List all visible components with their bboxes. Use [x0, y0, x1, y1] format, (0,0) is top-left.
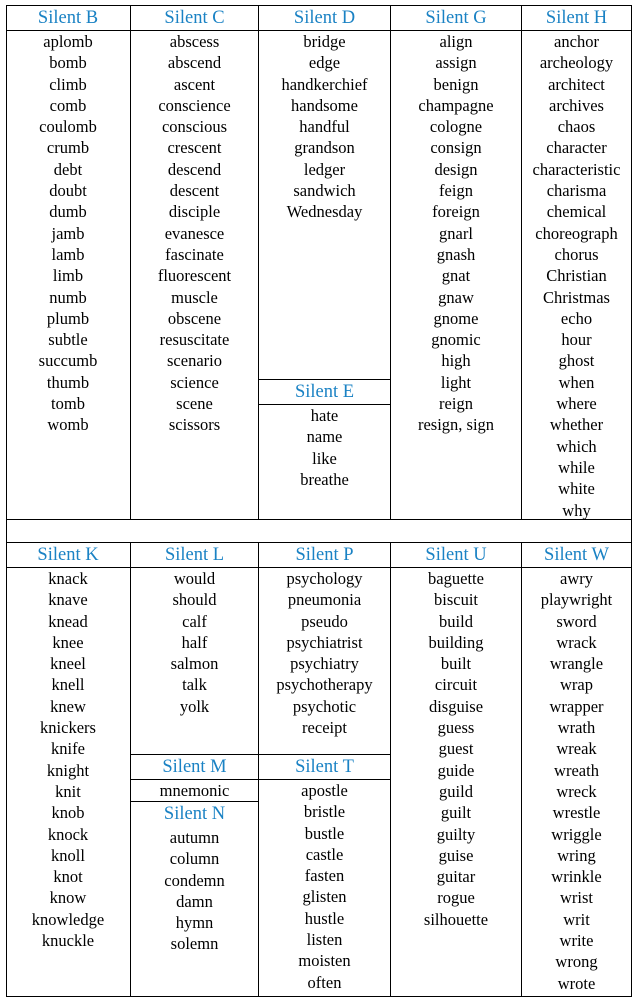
- word-item: baguette: [428, 569, 484, 588]
- word-item: characteristic: [532, 159, 621, 179]
- word-item: crescent: [167, 138, 222, 158]
- word-item: scene: [176, 394, 213, 414]
- word-item: silhouette: [423, 909, 489, 929]
- word-item: gnat: [441, 266, 471, 286]
- word-item: glisten: [302, 887, 347, 907]
- word-item: yolk: [179, 696, 210, 716]
- word-item: knoll: [51, 845, 85, 865]
- word-item: hour: [561, 330, 592, 350]
- silent-h-list: [522, 31, 631, 521]
- word-item: pseudo: [301, 611, 348, 631]
- word-item: design: [434, 159, 478, 179]
- silent-k-list: [6, 568, 130, 951]
- word-item: solemn: [170, 934, 219, 954]
- word-item: foreign: [432, 202, 480, 222]
- word-item: pneumonia: [287, 590, 362, 610]
- word-item: wrinkle: [551, 867, 602, 887]
- word-item: light: [440, 372, 472, 392]
- word-item: which: [556, 436, 597, 456]
- silent-m-list: [131, 780, 258, 801]
- word-item: archives: [549, 95, 604, 115]
- word-item: knowledge: [31, 909, 105, 929]
- word-item: calf: [182, 611, 207, 631]
- word-item: bustle: [304, 823, 345, 843]
- word-item: circuit: [434, 675, 478, 695]
- word-item: wrangle: [549, 654, 604, 674]
- word-item: abscess: [169, 32, 220, 51]
- word-item: built: [440, 654, 472, 674]
- word-item: comb: [49, 95, 87, 115]
- word-item: guitar: [436, 867, 476, 887]
- word-item: benign: [433, 74, 479, 94]
- word-item: should: [172, 590, 217, 610]
- silent-g-header: Silent G: [425, 8, 487, 28]
- word-item: grandson: [294, 138, 355, 158]
- silent-l-header: Silent L: [164, 545, 225, 565]
- word-item: chemical: [546, 202, 607, 222]
- word-item: gnome: [433, 308, 479, 328]
- silent-letters-table: [6, 5, 632, 997]
- word-item: building: [428, 632, 484, 652]
- word-item: receipt: [302, 718, 347, 738]
- word-item: often: [307, 972, 342, 992]
- word-item: psychotherapy: [276, 675, 373, 695]
- word-item: muscle: [171, 287, 218, 307]
- word-item: architect: [548, 74, 605, 94]
- silent-e-list: [259, 405, 390, 490]
- word-item: biscuit: [434, 590, 478, 610]
- word-item: knave: [48, 590, 88, 610]
- word-item: reign: [439, 394, 473, 414]
- word-item: wrack: [556, 632, 597, 652]
- word-item: wring: [557, 845, 596, 865]
- word-item: bridge: [303, 32, 346, 51]
- word-item: knuckle: [41, 931, 95, 951]
- silent-b-header: Silent B: [37, 8, 99, 28]
- word-item: knife: [51, 739, 85, 759]
- word-item: white: [558, 479, 595, 499]
- word-item: ghost: [558, 351, 595, 371]
- word-item: name: [306, 427, 343, 447]
- word-item: evanesce: [164, 223, 225, 243]
- word-item: handkerchief: [281, 74, 368, 94]
- word-item: autumn: [169, 828, 220, 847]
- word-item: conscious: [161, 117, 228, 137]
- word-item: wreath: [554, 760, 599, 780]
- word-item: lamb: [51, 244, 85, 264]
- word-item: feign: [439, 181, 473, 201]
- silent-w-list: [522, 568, 631, 994]
- word-item: guilt: [440, 803, 472, 823]
- silent-p-list: [259, 568, 390, 738]
- word-item: fascinate: [165, 244, 224, 264]
- silent-c-header: Silent C: [164, 8, 225, 28]
- word-item: sword: [556, 611, 597, 631]
- word-item: disguise: [428, 696, 484, 716]
- word-item: plumb: [46, 308, 90, 328]
- word-item: coulomb: [39, 117, 97, 137]
- word-item: succumb: [38, 351, 98, 371]
- silent-b-list: [6, 31, 130, 436]
- word-item: wrist: [560, 888, 593, 908]
- word-item: knight: [46, 760, 90, 780]
- word-item: choreograph: [535, 223, 618, 243]
- word-item: align: [439, 32, 473, 51]
- word-item: wreak: [556, 739, 597, 759]
- word-item: high: [441, 351, 471, 371]
- word-item: wrapper: [549, 696, 604, 716]
- word-item: rogue: [437, 888, 475, 908]
- word-item: assign: [435, 53, 477, 73]
- word-item: wriggle: [551, 824, 602, 844]
- word-item: guilty: [436, 824, 476, 844]
- silent-d-header: Silent D: [293, 8, 356, 28]
- word-item: wrestle: [552, 803, 601, 823]
- word-item: chaos: [557, 117, 596, 137]
- silent-g-list: [391, 31, 521, 436]
- silent-n-header: Silent N: [163, 804, 226, 824]
- word-item: write: [559, 931, 594, 951]
- word-item: knell: [51, 675, 85, 695]
- word-item: anchor: [554, 32, 599, 51]
- word-item: gnomic: [431, 330, 481, 350]
- silent-w-header: Silent W: [544, 545, 609, 565]
- word-item: wrap: [560, 675, 593, 695]
- word-item: edge: [308, 53, 341, 73]
- word-item: resuscitate: [159, 330, 230, 350]
- silent-u-header: Silent U: [425, 545, 487, 565]
- word-item: conscience: [158, 95, 231, 115]
- word-item: knickers: [40, 718, 96, 738]
- word-item: gnaw: [438, 287, 474, 307]
- word-item: knit: [55, 781, 81, 801]
- silent-n-list: [131, 827, 258, 955]
- word-item: wrath: [557, 718, 596, 738]
- word-item: obscene: [167, 308, 222, 328]
- word-item: abscend: [167, 53, 222, 73]
- word-item: half: [181, 632, 208, 652]
- silent-p-header: Silent P: [295, 545, 354, 565]
- word-item: gnash: [436, 244, 476, 264]
- word-item: handsome: [291, 95, 358, 115]
- word-item: playwright: [540, 590, 613, 610]
- word-item: resign, sign: [417, 415, 495, 435]
- word-item: Wednesday: [286, 202, 363, 222]
- word-item: knob: [51, 803, 85, 823]
- word-item: apostle: [301, 781, 348, 800]
- word-item: wrong: [555, 952, 598, 972]
- word-item: knock: [47, 824, 89, 844]
- word-item: talk: [182, 675, 207, 695]
- word-item: writ: [563, 909, 590, 929]
- word-item: psychiatrist: [286, 632, 363, 652]
- word-item: guess: [437, 718, 475, 738]
- word-item: guide: [437, 760, 475, 780]
- word-item: scenario: [167, 351, 222, 371]
- word-item: science: [170, 372, 219, 392]
- word-item: listen: [306, 930, 343, 950]
- word-item: build: [439, 611, 473, 631]
- word-item: awry: [560, 569, 593, 588]
- word-item: chorus: [554, 244, 599, 264]
- table-border-bottom: [6, 996, 632, 997]
- word-item: column: [169, 849, 220, 869]
- word-item: know: [49, 888, 87, 908]
- word-item: doubt: [49, 181, 87, 201]
- word-item: knead: [48, 611, 88, 631]
- word-item: Christmas: [543, 287, 610, 307]
- word-item: Christian: [546, 266, 607, 286]
- silent-l-list: [131, 568, 258, 717]
- word-item: mnemonic: [159, 781, 230, 800]
- silent-c-list: [131, 31, 258, 436]
- word-item: where: [556, 394, 597, 414]
- silent-e-header: Silent E: [294, 382, 355, 402]
- word-item: descent: [169, 181, 220, 201]
- word-item: hate: [310, 406, 339, 425]
- word-item: knack: [48, 569, 88, 588]
- word-item: limb: [52, 266, 84, 286]
- word-item: gnarl: [439, 223, 473, 243]
- word-item: guest: [438, 739, 474, 759]
- word-item: castle: [305, 844, 344, 864]
- word-item: condemn: [164, 870, 225, 890]
- word-item: womb: [47, 415, 89, 435]
- word-item: disciple: [168, 202, 221, 222]
- word-item: tomb: [51, 394, 85, 414]
- word-item: charisma: [546, 181, 607, 201]
- word-item: cologne: [429, 117, 483, 137]
- word-item: ledger: [303, 159, 346, 179]
- silent-h-header: Silent H: [545, 8, 608, 28]
- word-item: climb: [49, 74, 87, 94]
- word-item: wrote: [557, 973, 596, 993]
- word-item: when: [558, 372, 595, 392]
- word-item: consign: [430, 138, 482, 158]
- word-item: guild: [439, 781, 473, 801]
- word-item: hustle: [304, 908, 345, 928]
- word-item: psychology: [286, 569, 363, 588]
- word-item: knew: [50, 696, 86, 716]
- word-item: psychiatry: [290, 654, 359, 674]
- word-item: dumb: [49, 202, 87, 222]
- word-item: salmon: [170, 654, 219, 674]
- word-item: champagne: [418, 95, 494, 115]
- word-item: damn: [176, 891, 213, 911]
- silent-t-header: Silent T: [295, 757, 354, 777]
- word-item: wreck: [556, 781, 597, 801]
- silent-t-list: [259, 780, 390, 993]
- word-item: psychotic: [292, 696, 357, 716]
- word-item: guise: [438, 845, 474, 865]
- word-item: echo: [560, 308, 593, 328]
- word-item: knee: [52, 632, 84, 652]
- word-item: handful: [299, 117, 350, 137]
- word-item: ascent: [173, 74, 216, 94]
- silent-d-list: [259, 31, 390, 223]
- word-item: character: [546, 138, 607, 158]
- silent-k-header: Silent K: [37, 545, 99, 565]
- word-item: bristle: [303, 802, 346, 822]
- silent-m-header: Silent M: [162, 757, 227, 777]
- word-item: aplomb: [43, 32, 93, 51]
- word-item: archeology: [539, 53, 614, 73]
- word-item: kneel: [50, 654, 86, 674]
- word-item: subtle: [48, 330, 88, 350]
- word-item: would: [173, 569, 216, 588]
- word-item: sandwich: [293, 181, 356, 201]
- silent-u-list: [391, 568, 521, 930]
- word-item: debt: [53, 159, 83, 179]
- word-item: like: [312, 448, 337, 468]
- table-border-right: [631, 5, 632, 997]
- word-item: scissors: [168, 415, 221, 435]
- word-item: thumb: [46, 372, 90, 392]
- word-item: hymn: [175, 913, 214, 933]
- word-item: moisten: [298, 951, 351, 971]
- word-item: fluorescent: [157, 266, 232, 286]
- word-item: why: [562, 500, 591, 520]
- word-item: jamb: [51, 223, 85, 243]
- word-item: breathe: [300, 469, 349, 489]
- word-item: numb: [49, 287, 87, 307]
- word-item: bomb: [49, 53, 87, 73]
- word-item: whether: [549, 415, 604, 435]
- word-item: while: [558, 457, 595, 477]
- word-item: knot: [53, 867, 83, 887]
- word-item: descend: [167, 159, 222, 179]
- word-item: fasten: [304, 866, 345, 886]
- word-item: crumb: [46, 138, 90, 158]
